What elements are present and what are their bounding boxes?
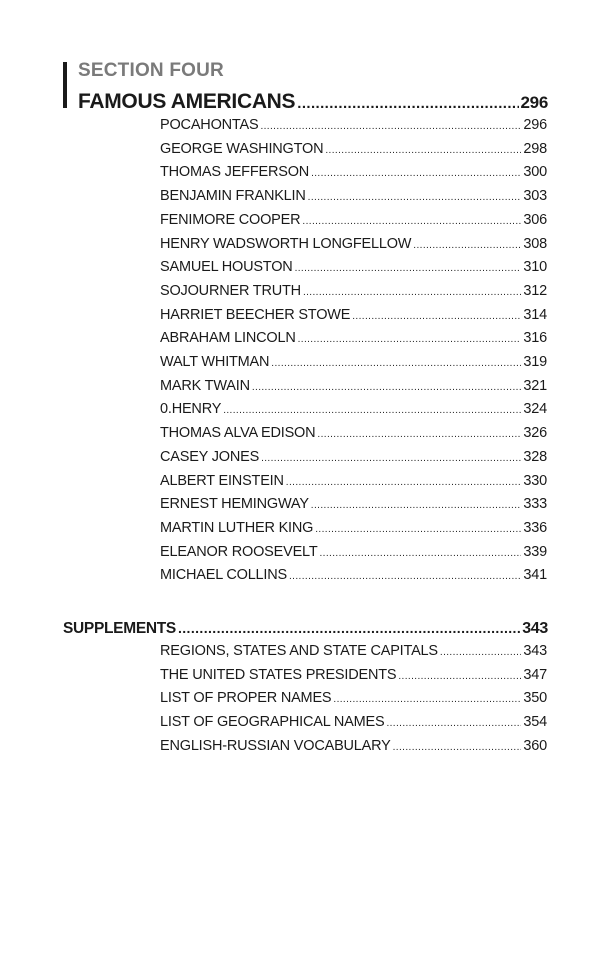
toc-entry-title: LIST OF GEOGRAPHICAL NAMES — [160, 714, 385, 731]
toc-entry[interactable] — [160, 117, 547, 133]
section-title: FAMOUS AMERICANS — [78, 90, 296, 113]
toc-entry-title: MARK TWAIN — [160, 377, 250, 394]
toc-entry[interactable] — [160, 544, 547, 560]
toc-entry-page-number: 308 — [523, 235, 547, 252]
toc-entry-title: MICHAEL COLLINS — [160, 567, 287, 584]
toc-entry[interactable] — [160, 378, 547, 394]
dot-leader — [413, 240, 521, 251]
toc-entry-page-number: 341 — [523, 567, 547, 584]
dot-leader — [317, 429, 521, 440]
dot-leader — [261, 453, 521, 464]
toc-entry-title: THOMAS JEFFERSON — [160, 164, 310, 181]
toc-entry-page-number: 347 — [523, 666, 547, 683]
toc-entry-page-number: 343 — [523, 643, 547, 659]
toc-entry-title: BENJAMIN FRANKLIN — [160, 188, 306, 205]
toc-entry-title: POCAHONTAS — [160, 117, 259, 133]
toc-entry-page-number: 319 — [523, 354, 547, 370]
toc-entry[interactable] — [160, 164, 547, 180]
dot-leader — [223, 405, 521, 416]
dot-leader — [325, 145, 521, 156]
supplements-heading[interactable] — [63, 620, 548, 638]
toc-entry-page-number: 360 — [523, 737, 547, 754]
toc-entry-page-number: 296 — [523, 117, 547, 133]
dot-leader — [386, 718, 521, 729]
dot-leader — [260, 121, 521, 132]
toc-entry-title: SAMUEL HOUSTON — [160, 259, 293, 276]
toc-entry-title: ALBERT EINSTEIN — [160, 472, 284, 489]
toc-entry-page-number: 300 — [523, 164, 547, 181]
toc-entry-page-number: 350 — [523, 690, 547, 707]
toc-entry-title: HENRY WADSWORTH LONGFELLOW — [160, 235, 412, 252]
toc-entry[interactable] — [160, 567, 547, 583]
toc-entry[interactable] — [160, 307, 547, 323]
toc-entry[interactable] — [160, 690, 547, 706]
dot-leader — [440, 647, 522, 658]
toc-entry-page-number: 324 — [523, 401, 547, 418]
toc-entry[interactable] — [160, 141, 547, 157]
section-label: SECTION FOUR — [78, 60, 224, 81]
section-heading[interactable] — [78, 90, 548, 114]
dot-leader — [271, 358, 521, 369]
toc-entry[interactable] — [160, 354, 547, 370]
toc-entry-page-number: 333 — [523, 496, 547, 513]
dot-leader — [252, 382, 522, 393]
toc-entry-title: CASEY JONES — [160, 448, 260, 465]
toc-entry-title: THOMAS ALVA EDISON — [160, 425, 316, 442]
dot-leader — [286, 477, 522, 488]
dot-leader — [398, 671, 521, 682]
toc-entry[interactable] — [160, 401, 547, 417]
toc-entry-page-number: 314 — [523, 306, 547, 323]
toc-entry-title: FENIMORE COOPER — [160, 211, 301, 228]
dot-leader — [315, 524, 521, 535]
toc-entry-page-number: 312 — [523, 282, 547, 299]
toc-entry-page-number: 328 — [523, 448, 547, 465]
toc-entry-page-number: 336 — [523, 519, 547, 536]
section-marker-bar — [63, 62, 67, 108]
section-page-number: 296 — [520, 93, 548, 112]
dot-leader — [298, 334, 522, 345]
dot-leader — [311, 500, 522, 511]
toc-entry-title: 0.HENRY — [160, 401, 222, 418]
toc-entry-page-number: 354 — [523, 714, 547, 731]
supplements-title: SUPPLEMENTS — [63, 620, 176, 637]
toc-entry[interactable] — [160, 330, 547, 346]
toc-entry-page-number: 316 — [523, 330, 547, 347]
dot-leader — [352, 311, 521, 322]
toc-entry-page-number: 303 — [523, 188, 547, 205]
toc-entry-title: THE UNITED STATES PRESIDENTS — [160, 666, 397, 683]
toc-entry[interactable] — [160, 236, 547, 252]
dot-leader — [320, 548, 522, 559]
dot-leader — [289, 571, 521, 582]
toc-entry[interactable] — [160, 520, 547, 536]
toc-entry-title: SOJOURNER TRUTH — [160, 282, 301, 299]
toc-entry-page-number: 330 — [523, 472, 547, 489]
toc-entry[interactable] — [160, 643, 547, 659]
toc-entry-page-number: 310 — [523, 259, 547, 276]
toc-entry[interactable] — [160, 259, 547, 275]
dot-leader — [333, 694, 521, 705]
toc-entry-title: ENGLISH-RUSSIAN VOCABULARY — [160, 737, 391, 754]
toc-entry-page-number: 339 — [523, 543, 547, 560]
toc-entry[interactable] — [160, 714, 547, 730]
toc-entry[interactable] — [160, 473, 547, 489]
toc-entry-title: REGIONS, STATES AND STATE CAPITALS — [160, 643, 438, 659]
dot-leader — [308, 192, 522, 203]
toc-entry-title: ABRAHAM LINCOLN — [160, 330, 296, 347]
toc-entry-title: MARTIN LUTHER KING — [160, 519, 314, 536]
dot-leader — [178, 620, 520, 636]
toc-entry-title: LIST OF PROPER NAMES — [160, 690, 332, 707]
supplements-page-number: 343 — [522, 620, 548, 637]
toc-entry-page-number: 326 — [523, 425, 547, 442]
toc-entry-page-number: 321 — [523, 377, 547, 394]
dot-leader — [393, 742, 522, 753]
toc-entry[interactable] — [160, 188, 547, 204]
toc-entry-title: ELEANOR ROOSEVELT — [160, 543, 318, 560]
toc-entry-title: HARRIET BEECHER STOWE — [160, 306, 351, 323]
toc-entry[interactable] — [160, 738, 547, 754]
toc-entry[interactable] — [160, 212, 547, 228]
toc-entry[interactable] — [160, 283, 547, 299]
toc-entry[interactable] — [160, 496, 547, 512]
dot-leader — [302, 216, 521, 227]
dot-leader — [303, 287, 521, 298]
toc-entry[interactable] — [160, 449, 547, 465]
dot-leader — [297, 95, 518, 112]
toc-entry-title: ERNEST HEMINGWAY — [160, 496, 309, 513]
dot-leader — [295, 263, 522, 274]
toc-entry-page-number: 306 — [523, 211, 547, 228]
toc-entry[interactable] — [160, 425, 547, 441]
toc-entry-title: WALT WHITMAN — [160, 354, 270, 370]
toc-entry[interactable] — [160, 667, 547, 683]
dot-leader — [311, 168, 521, 179]
toc-entry-title: GEORGE WASHINGTON — [160, 140, 324, 157]
toc-entry-page-number: 298 — [523, 140, 547, 157]
